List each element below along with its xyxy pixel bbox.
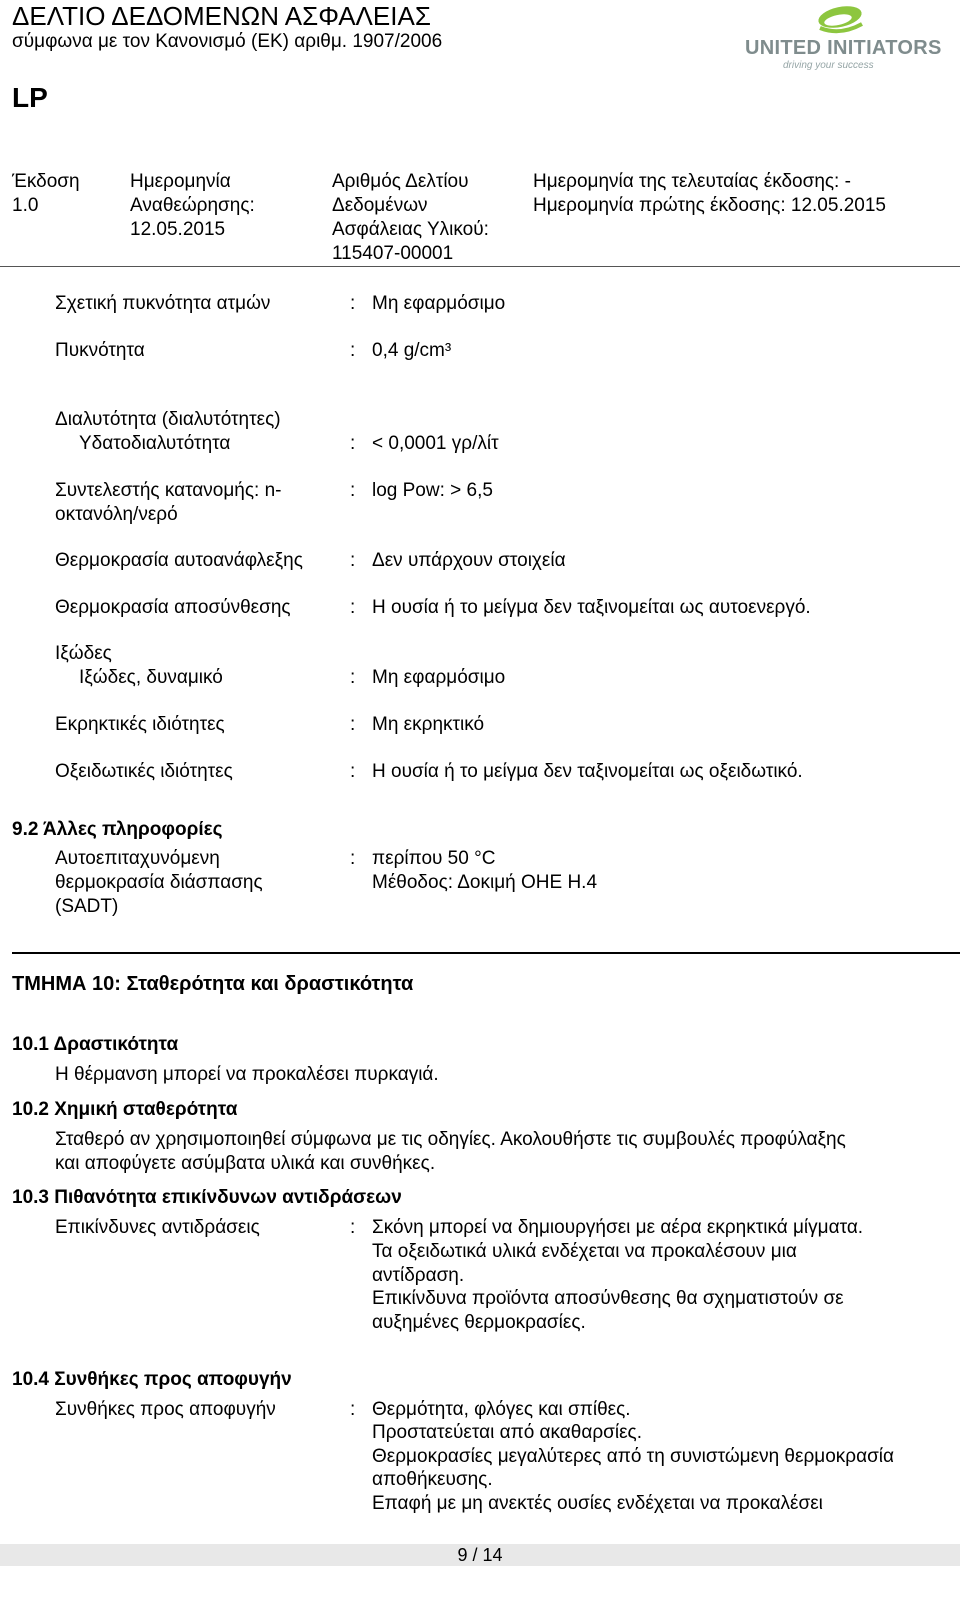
prop-sublabel: Υδατοδιαλυτότητα <box>79 433 231 454</box>
hazardous-reactions-line: Τα οξειδωτικά υλικά ενδέχεται να προκαλέσουν μια <box>372 1241 797 1262</box>
sds-label-1: Αριθμός Δελτίου <box>332 171 469 192</box>
prop-label: Ιξώδες <box>55 643 112 664</box>
sds-value: 115407-00001 <box>332 243 454 264</box>
prop-value: Η ουσία ή το μείγμα δεν ταξινομείται ως οξειδωτικό. <box>372 761 803 782</box>
colon: : <box>350 667 356 688</box>
hazardous-reactions-line: Σκόνη μπορεί να δημιουργήσει με αέρα εκρηκτικά μίγματα. <box>372 1217 864 1238</box>
sadt-label-3: (SADT) <box>55 896 119 917</box>
prop-label: Θερμοκρασία αυτοανάφλεξης <box>55 550 303 571</box>
section-10-2-line: και αποφύγετε ασύμβατα υλικά και συνθήκες. <box>55 1153 436 1174</box>
sds-number-block <box>332 170 489 266</box>
prop-value: Μη εφαρμόσιμο <box>372 667 506 688</box>
sadt-value-2: Μέθοδος: Δοκιμή ΟΗΕ H.4 <box>372 872 598 893</box>
logo-name: UNITED INITIATORS <box>745 37 942 59</box>
section-10-1-heading: 10.1 Δραστικότητα <box>12 1034 179 1055</box>
prop-value: Δεν υπάρχουν στοιχεία <box>372 550 566 571</box>
hazardous-reactions-line: Επικίνδυνα προϊόντα αποσύνθεσης θα σχηματιστούν σε <box>372 1288 844 1309</box>
prop-value: log Pow: > 6,5 <box>372 480 493 501</box>
colon: : <box>350 550 356 571</box>
header-divider <box>0 266 960 267</box>
prop-label: Θερμοκρασία αποσύνθεσης <box>55 597 291 618</box>
sadt-label-2: θερμοκρασία διάσπασης <box>55 872 263 893</box>
version-label: Έκδοση <box>12 171 80 192</box>
conditions-avoid-line: Θερμότητα, φλόγες και σπίθες. <box>372 1399 631 1420</box>
prop-label: Εκρηκτικές ιδιότητες <box>55 714 225 735</box>
prop-label: Σχετική πυκνότητα ατμών <box>55 293 271 314</box>
prop-value: Μη εκρηκτικό <box>372 714 485 735</box>
colon: : <box>350 480 356 501</box>
section-divider <box>12 952 960 954</box>
sadt-value-1: περίπου 50 °C <box>372 848 496 869</box>
regulation-subtitle: σύμφωνα με τον Κανονισμό (ΕΚ) αριθμ. 1907/2006 <box>12 31 443 52</box>
section-10-1-text: Η θέρμανση μπορεί να προκαλέσει πυρκαγιά. <box>55 1064 439 1085</box>
conditions-avoid-line: αποθήκευσης. <box>372 1469 493 1490</box>
prop-value: 0,4 g/cm³ <box>372 340 452 361</box>
section-10-2-line: Σταθερό αν χρησιμοποιηθεί σύμφωνα με τις οδηγίες. Ακολουθήστε τις συμβουλές προφύλαξης <box>55 1129 846 1150</box>
section-10-heading: ΤΜΗΜΑ 10: Σταθερότητα και δραστικότητα <box>12 973 414 995</box>
sds-label-3: Ασφάλειας Υλικού: <box>332 219 489 240</box>
sds-label-2: Δεδομένων <box>332 195 428 216</box>
colon: : <box>350 848 356 869</box>
prop-value: < 0,0001 γρ/λίτ <box>372 433 499 454</box>
hazardous-reactions-line: αυξημένες θερμοκρασίες. <box>372 1312 586 1333</box>
colon: : <box>350 761 356 782</box>
logo-tagline: driving your success <box>783 60 874 71</box>
colon: : <box>350 714 356 735</box>
prop-label: Συντελεστής κατανομής: n- <box>55 480 282 501</box>
prop-sublabel: Ιξώδες, δυναμικό <box>79 667 223 688</box>
prop-value: Η ουσία ή το μείγμα δεν ταξινομείται ως αυτοενεργό. <box>372 597 811 618</box>
colon: : <box>350 340 356 361</box>
conditions-avoid-line: Επαφή με μη ανεκτές ουσίες ενδέχεται να προκαλέσει <box>372 1493 823 1514</box>
colon: : <box>350 1217 356 1238</box>
section-10-2-heading: 10.2 Χημική σταθερότητα <box>12 1099 238 1120</box>
first-issue-date: Ημερομηνία πρώτης έκδοσης: 12.05.2015 <box>533 195 886 216</box>
conditions-avoid-line: Προστατεύεται από ακαθαρσίες. <box>372 1422 642 1443</box>
section-9-2-heading: 9.2 Άλλες πληροφορίες <box>12 819 223 840</box>
version-value: 1.0 <box>12 195 39 216</box>
colon: : <box>350 1399 356 1420</box>
prop-value: Μη εφαρμόσιμο <box>372 293 506 314</box>
page-number: 9 / 14 <box>0 1544 960 1566</box>
product-name: LP <box>12 82 48 113</box>
revision-block <box>130 170 255 242</box>
prop-label: Πυκνότητα <box>55 340 145 361</box>
last-issue-date: Ημερομηνία της τελευταίας έκδοσης: - <box>533 171 851 192</box>
prop-label: Διαλυτότητα (διαλυτότητες) <box>55 409 281 430</box>
issue-dates-block <box>533 170 886 218</box>
prop-label: Οξειδωτικές ιδιότητες <box>55 761 233 782</box>
version-block <box>12 170 80 218</box>
section-10-4-heading: 10.4 Συνθήκες προς αποφυγήν <box>12 1369 292 1390</box>
document-title: ΔΕΛΤΙΟ ΔΕΔΟΜΕΝΩΝ ΑΣΦΑΛΕΙΑΣ <box>12 1 431 31</box>
conditions-avoid-label: Συνθήκες προς αποφυγήν <box>55 1399 276 1420</box>
revision-label-2: Αναθεώρησης: <box>130 195 255 216</box>
revision-value: 12.05.2015 <box>130 219 226 240</box>
hazardous-reactions-line: αντίδραση. <box>372 1265 465 1286</box>
revision-label-1: Ημερομηνία <box>130 171 231 192</box>
sadt-label-1: Αυτοεπιταχυνόμενη <box>55 848 220 869</box>
colon: : <box>350 433 356 454</box>
section-10-3-heading: 10.3 Πιθανότητα επικίνδυνων αντιδράσεων <box>12 1187 402 1208</box>
prop-label-cont: οκτανόλη/νερό <box>55 504 178 525</box>
conditions-avoid-line: Θερμοκρασίες μεγαλύτερες από τη συνιστώμενη θερμοκρασία <box>372 1446 895 1467</box>
hazardous-reactions-label: Επικίνδυνες αντιδράσεις <box>55 1217 260 1238</box>
colon: : <box>350 293 356 314</box>
colon: : <box>350 597 356 618</box>
